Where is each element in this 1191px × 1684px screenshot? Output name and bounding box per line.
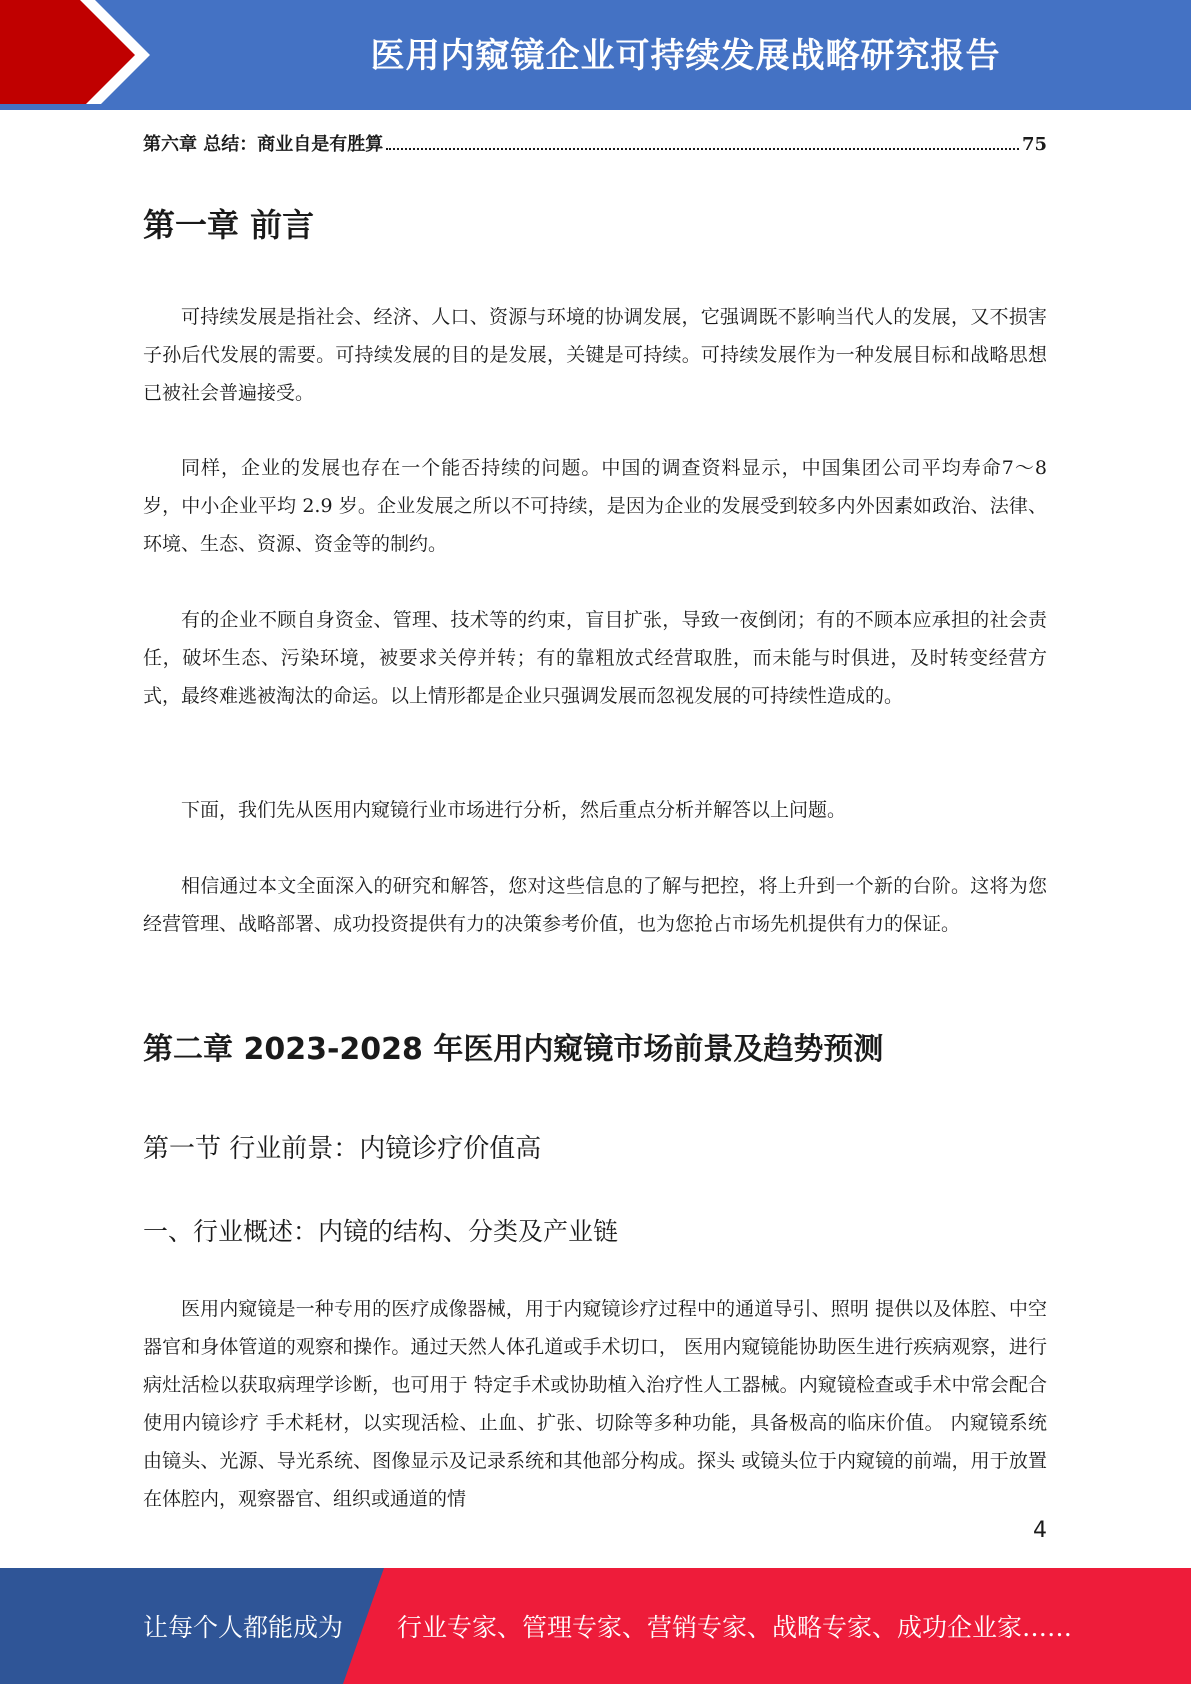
- chapter-2-paragraph: 医用内窥镜是一种专用的医疗成像器械，用于内窥镜诊疗过程中的通道导引、照明 提供以及体腔、中空器官和身体管道的观察和操作。通过天然人体孔道或手术切口， 医用内窥镜能协助医生进行疾病观察，进行病灶活检以获取病理学诊断，也可用于 特定手术或协助植入治疗性人工器械。内窥镜检查或手术中常会配合使用内镜诊疗 手术耗材，以实现活检、止血、扩张、切除等多种功能，具备极高的临床价值。 内窥镜系统由镜头、光源、导光系统、图像显示及记录系统和其他部分构成。探头 或镜头位于内窥镜的前端，用于放置在体腔内，观察器官、组织或通道的情: [143, 1298, 1047, 1510]
- footer-slogan-roles: 行业专家、管理专家、营销专家、战略专家、成功企业家……: [397, 1613, 1073, 1642]
- toc-leader-dots: [386, 148, 1019, 150]
- report-title: 医用内窥镜企业可持续发展战略研究报告: [370, 35, 1001, 76]
- toc-entry-label: 第六章 总结：商业自是有胜算: [143, 134, 384, 155]
- chapter-1-paragraph: 相信通过本文全面深入的研究和解答，您对这些信息的了解与把控，将上升到一个新的台阶。这将为您经营管理、战略部署、成功投资提供有力的决策参考价值，也为您抢占市场先机提供有力的保证。: [143, 875, 1047, 935]
- toc-entry[interactable]: [143, 130, 1047, 156]
- chapter-1-paragraph: 可持续发展是指社会、经济、人口、资源与环境的协调发展，它强调既不影响当代人的发展，又不损害子孙后代发展的需要。可持续发展的目的是发展，关键是可持续。可持续发展作为一种发展目标和战略思想已被社会普遍接受。: [143, 306, 1047, 404]
- chapter-1-paragraph: 同样，企业的发展也存在一个能否持续的问题。中国的调查资料显示，中国集团公司平均寿命7～8 岁，中小企业平均 2.9 岁。企业发展之所以不可持续，是因为企业的发展受到较多内外因素如政治、法律、环境、生态、资源、资金等的制约。: [143, 457, 1047, 555]
- chapter-2-heading: 第二章 2023-2028 年医用内窥镜市场前景及趋势预测: [143, 1032, 884, 1067]
- subsection-heading: 一、行业概述：内镜的结构、分类及产业链: [143, 1217, 619, 1246]
- section-heading: 第一节 行业前景：内镜诊疗价值高: [143, 1134, 542, 1164]
- chapter-1-heading: 第一章 前言: [143, 206, 315, 244]
- toc-entry-page: 75: [1021, 134, 1047, 155]
- chapter-1-paragraph: 下面，我们先从医用内窥镜行业市场进行分析，然后重点分析并解答以上问题。: [181, 799, 847, 821]
- footer-slogan-lead: 让每个人都能成为: [143, 1613, 344, 1642]
- chapter-1-paragraph: 有的企业不顾自身资金、管理、技术等的约束，盲目扩张，导致一夜倒闭；有的不顾本应承担的社会责任，破坏生态、污染环境，被要求关停并转；有的靠粗放式经营取胜，而未能与时俱进，及时转变经营方式，最终难逃被淘汰的命运。以上情形都是企业只强调发展而忽视发展的可持续性造成的。: [143, 609, 1047, 707]
- page-number: 4: [1033, 1518, 1047, 1543]
- page-footer: [0, 1568, 1191, 1684]
- page-header: [0, 0, 1191, 110]
